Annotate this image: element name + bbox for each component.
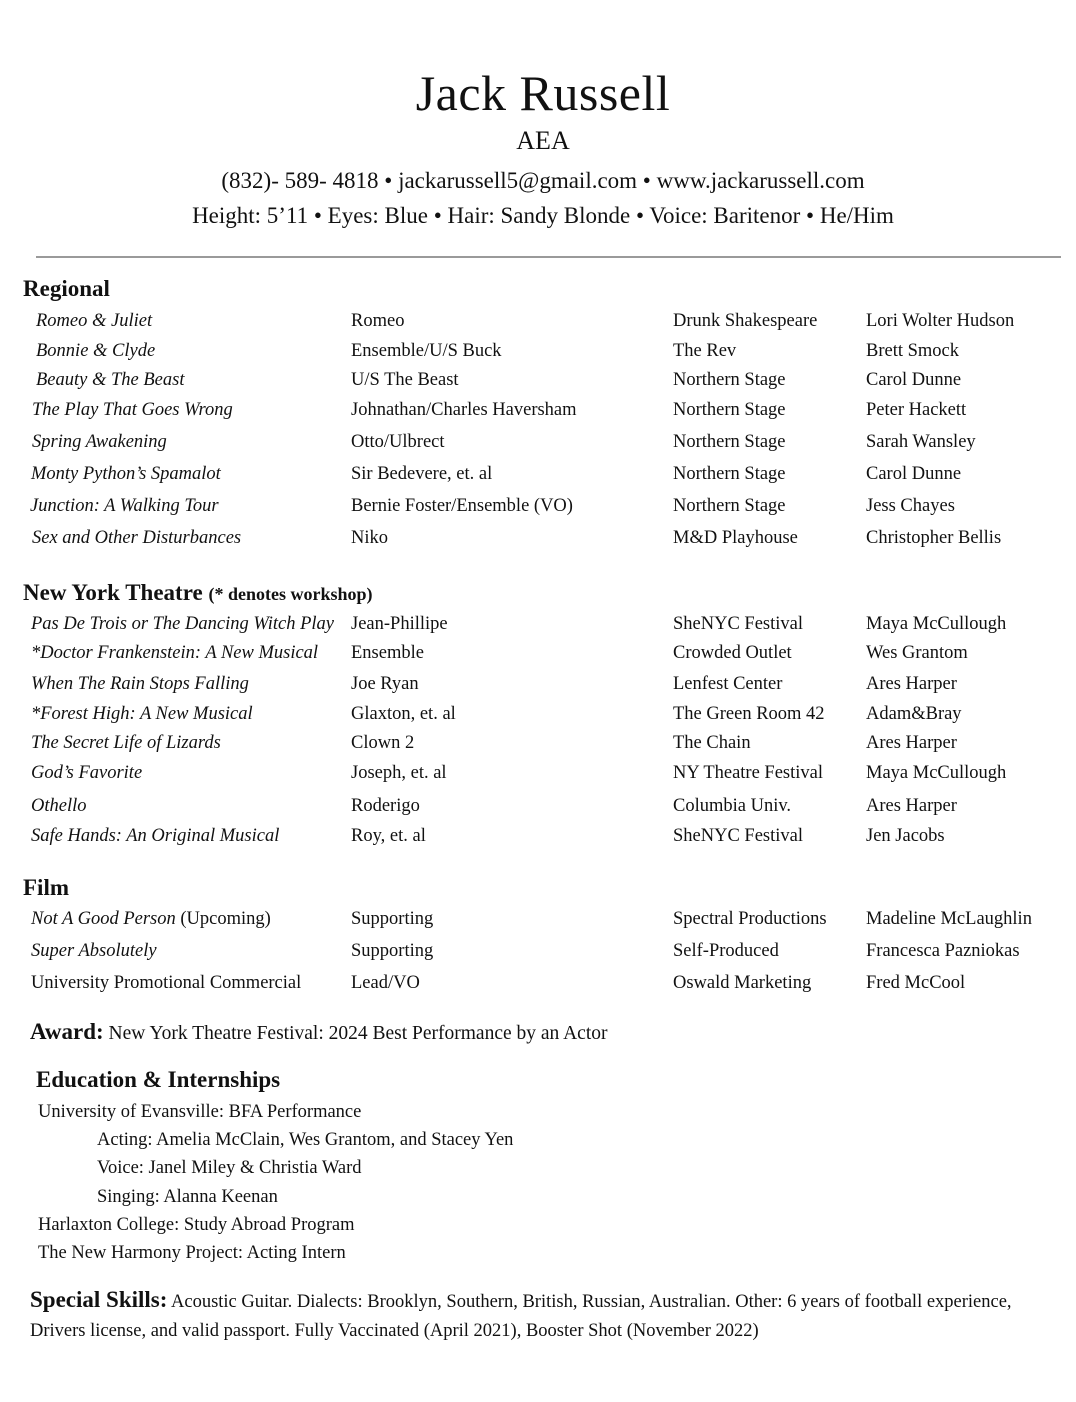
award-line [30,1017,608,1049]
director: Christopher Bellis [866,528,1002,548]
regional-row [0,338,1076,364]
new-york-row [0,730,1076,756]
theatre: The Chain [673,733,751,753]
director: Peter Hackett [866,400,967,420]
education-line: Acting: Amelia McClain, Wes Grantom, and Stacey Yen [97,1130,514,1150]
new-york-row [0,793,1076,819]
production-company: Spectral Productions [673,909,827,929]
show-title [31,906,271,932]
theatre: SheNYC Festival [673,614,804,634]
education-line: University of Evansville: BFA Performance [38,1102,362,1122]
director: Wes Grantom [866,643,968,663]
regional-row [0,493,1076,519]
director: Maya McCullough [866,614,1007,634]
show-title: Spring Awakening [32,432,167,452]
role: Romeo [351,311,405,331]
show-title: Bonnie & Clyde [36,341,156,361]
regional-row [0,525,1076,551]
new-york-row [0,671,1076,697]
show-title: *Doctor Frankenstein: A New Musical [31,643,319,663]
theatre: Northern Stage [673,432,786,452]
regional-heading: Regional [23,276,110,301]
role: Roy, et. al [351,826,426,846]
show-title: Super Absolutely [31,941,157,961]
new-york-heading-title: New York Theatre [23,580,203,605]
theatre: Northern Stage [673,464,786,484]
show-title: The Play That Goes Wrong [32,400,233,420]
director: Ares Harper [866,674,957,694]
new-york-row [0,760,1076,786]
role: Niko [351,528,388,548]
workshop-note: (* denotes workshop) [208,584,373,604]
film-row [0,938,1076,964]
header-divider [36,256,1061,258]
film-title: Not A Good Person [31,909,176,929]
theatre: Columbia Univ. [673,796,792,816]
film-status: (Upcoming) [175,909,271,929]
show-title: Beauty & The Beast [36,370,185,390]
theatre: The Green Room 42 [673,704,825,724]
role: Joseph, et. al [351,763,447,783]
director: Ares Harper [866,733,957,753]
theatre: M&D Playhouse [673,528,798,548]
show-title: God’s Favorite [31,763,143,783]
physical-stats: Height: 5’11 • Eyes: Blue • Hair: Sandy Blonde • Voice: Baritenor • He/Him [192,203,894,228]
union-affiliation: AEA [516,126,570,155]
theatre: NY Theatre Festival [673,763,824,783]
show-title: Pas De Trois or The Dancing Witch Play [31,614,335,634]
role: Supporting [351,941,434,961]
role: Ensemble [351,643,424,663]
role: Johnathan/Charles Haversham [351,400,577,420]
show-title: When The Rain Stops Falling [31,674,249,694]
theatre: Northern Stage [673,496,786,516]
director: Francesca Pazniokas [866,941,1020,961]
director: Carol Dunne [866,370,962,390]
role: Ensemble/U/S Buck [351,341,502,361]
director: Madeline McLaughlin [866,909,1032,929]
show-title: University Promotional Commercial [31,973,302,993]
skills-text: Acoustic Guitar. Dialects: Brooklyn, Southern, British, Russian, Australian. Other: 6 years of football experience, Drivers license, and valid passport. Fully Vaccinated (April 2021), Booster Shot (November 2022) [30,1292,1012,1341]
theatre: The Rev [673,341,737,361]
award-label: Award: [30,1019,104,1044]
show-title: Junction: A Walking Tour [30,496,219,516]
director: Jess Chayes [866,496,955,516]
show-title: Monty Python’s Spamalot [31,464,221,484]
regional-row [0,461,1076,487]
role: Otto/Ulbrect [351,432,445,452]
new-york-row [0,701,1076,727]
production-company: Self-Produced [673,941,779,961]
show-title: Safe Hands: An Original Musical [31,826,280,846]
film-heading: Film [23,875,69,900]
new-york-heading [23,579,373,608]
skills-label: Special Skills: [30,1287,168,1312]
production-company: Oswald Marketing [673,973,812,993]
director: Sarah Wansley [866,432,976,452]
role: Glaxton, et. al [351,704,456,724]
regional-row [0,429,1076,455]
education-line: Voice: Janel Miley & Christia Ward [97,1158,362,1178]
education-line: Harlaxton College: Study Abroad Program [38,1215,355,1235]
role: Jean-Phillipe [351,614,448,634]
role: Lead/VO [351,973,420,993]
education-line: The New Harmony Project: Acting Intern [38,1243,346,1263]
director: Jen Jacobs [866,826,945,846]
education-heading: Education & Internships [36,1067,281,1092]
role: Sir Bedevere, et. al [351,464,493,484]
film-row [0,970,1076,996]
director: Lori Wolter Hudson [866,311,1015,331]
director: Brett Smock [866,341,960,361]
director: Carol Dunne [866,464,962,484]
show-title: Romeo & Juliet [36,311,153,331]
show-title: The Secret Life of Lizards [31,733,221,753]
theatre: Drunk Shakespeare [673,311,818,331]
director: Ares Harper [866,796,957,816]
director: Maya McCullough [866,763,1007,783]
award-text: New York Theatre Festival: 2024 Best Performance by an Actor [103,1023,608,1044]
theatre: SheNYC Festival [673,826,804,846]
show-title: *Forest High: A New Musical [31,704,253,724]
theatre: Crowded Outlet [673,643,792,663]
contact-info: (832)- 589- 4818 • jackarussell5@gmail.com • www.jackarussell.com [221,168,865,193]
new-york-row [0,611,1076,637]
regional-row [0,308,1076,334]
film-row [0,906,1076,932]
new-york-row [0,823,1076,849]
show-title: Sex and Other Disturbances [32,528,242,548]
director: Adam&Bray [866,704,962,724]
role: Roderigo [351,796,420,816]
theatre: Northern Stage [673,370,786,390]
theatre: Lenfest Center [673,674,783,694]
role: Bernie Foster/Ensemble (VO) [351,496,573,516]
role: U/S The Beast [351,370,459,390]
actor-name: Jack Russell [415,65,671,121]
education-line: Singing: Alanna Keenan [97,1187,278,1207]
theatre: Northern Stage [673,400,786,420]
new-york-row [0,640,1076,666]
role: Joe Ryan [351,674,419,694]
director: Fred McCool [866,973,966,993]
role: Supporting [351,909,434,929]
regional-row [0,367,1076,393]
show-title: Othello [31,796,87,816]
regional-row [0,397,1076,423]
role: Clown 2 [351,733,415,753]
special-skills [30,1285,1060,1346]
